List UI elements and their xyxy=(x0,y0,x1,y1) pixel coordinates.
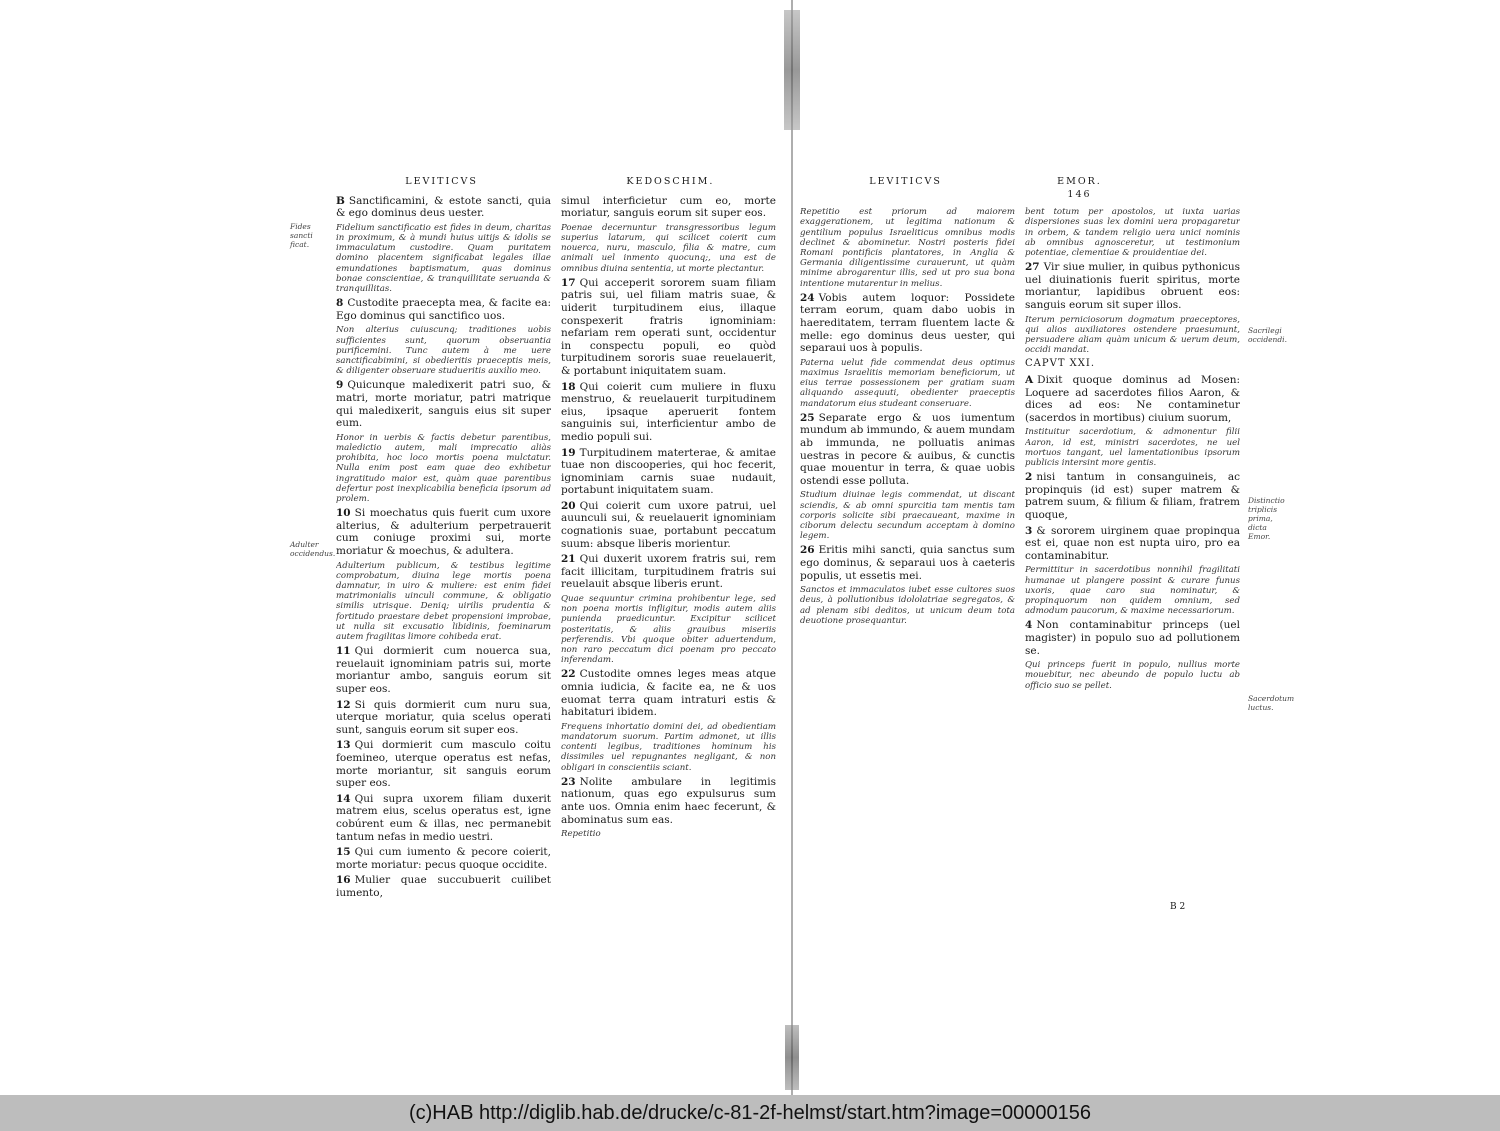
verse-text: Qui duxerit uxorem fratris sui, rem facit illicitam, turpitudinem fratris sui reuelauit absque liberis erunt. xyxy=(561,553,776,591)
verse-paragraph xyxy=(561,776,776,826)
verse-paragraph xyxy=(336,874,551,899)
verse-paragraph xyxy=(561,500,776,550)
verse-text: Quicunque maledixerit patri suo, & matri, morte moriatur, patri matrique qui maledixerit, sanguis eius sit super eum. xyxy=(336,379,551,430)
commentary-paragraph: Iterum perniciosorum dogmatum praeceptores, qui alios auxiliatores ostendere praesumunt, persuadere aliam quàm unicum & uerum deum, occidi mandat. xyxy=(1025,314,1240,356)
verse-text: nisi tantum in consanguineis, ac propinquis (id est) super matrem & patrem suum, & filium & filiam, fratrem quoque, xyxy=(1025,471,1240,521)
footer-url: (c)HAB http://diglib.hab.de/drucke/c-81-2f-helmst/start.htm?image=00000156 xyxy=(408,1101,1092,1124)
verse-text: Qui acceperit sororem suam filiam patris sui, uel filiam matris suae, & uiderit turpitudinem eius, illaque conspexerit fratris ignominiam: nefariam rem operati sunt, occidentur in conspectu populi, eo quòd turpitudinem sororis suae reuelauerit, & portabunt iniquitatem suam. xyxy=(561,276,776,377)
verse-text: Nolite ambulare in legitimis nationum, quas ego expulsurus sum ante uos. Omnia enim haec fecerunt, & abominatus sum eas. xyxy=(561,775,776,826)
verse-text: Dixit quoque dominus ad Mosen: Loquere ad sacerdotes filios Aaron, & dices ad eos: Ne contaminetur (sacerdos in mortibus) ciuium suorum, xyxy=(1025,373,1240,424)
commentary-paragraph: Paterna uelut fide commendat deus optimus maximus Israelitis memoriam beneficiorum, ut eius terrae possessionem per gratiam suam aliquando assequuti, obedienter praeceptis mandatorum eius studeant conseruare. xyxy=(800,357,1015,409)
commentary-paragraph: Honor in uerbis & factis debetur parentibus, maledictio autem, mali imprecatio aliàs prohibita, hoc loco mortis poena mulctatur. Nulla enim post eam quae deo exhibetur ingratitudo maior est, quàm quae parentibus defertur post inexplicabilia beneficia ipsorum ad prolem. xyxy=(336,432,551,504)
verse-number: 25 xyxy=(800,411,815,424)
verse-text: Non contaminabitur princeps (uel magister) in populo suo ad pollutionem se. xyxy=(1025,619,1240,657)
margin-note: Fides sancti ficat. xyxy=(290,222,313,249)
verse-paragraph xyxy=(1025,471,1240,521)
commentary-paragraph: Repetitio xyxy=(561,829,601,840)
verse-text: Separate ergo & uos iumentum mundum ab immundo, & auem mundam ab immunda, ne polluatis animas uestras in pecore & auibus, & cunctis quae mouentur in terra, & quae uobis ostendi esse polluta. xyxy=(800,411,1015,487)
verse-paragraph xyxy=(336,297,551,322)
commentary-paragraph: Frequens inhortatio domini dei, ad obedientiam mandatorum suorum. Partim admonet, ut illis contenti legibus, traditiones hominum his dissimiles uel repugnantes negligant, & non obligari in conscientiis sciant. xyxy=(561,721,776,773)
verse-paragraph xyxy=(800,544,1015,582)
verse-number: 21 xyxy=(561,553,576,566)
verse-text: Qui dormierit cum nouerca sua, reuelauit ignominiam patris sui, morte moriantur ambo, sanguis eorum sit super eos. xyxy=(336,645,551,695)
verse-number: 14 xyxy=(336,792,351,805)
verse-number: B xyxy=(336,194,345,207)
verse-text: Vobis autem loquor: Possidete terram eorum, quam dabo uobis in haereditatem, terram fluentem lacte & melle: ego dominus deus uester, qui separaui uos à populis. xyxy=(800,291,1015,355)
verse-text: Si quis dormierit cum nuru sua, uterque moriatur, quia scelus operati sunt, sanguis eorum sit super eos. xyxy=(336,698,551,736)
verse-paragraph xyxy=(336,507,551,557)
left-page-column-1 xyxy=(336,195,551,950)
commentary-paragraph: Quae sequuntur crimina prohibentur lege, sed non poena mortis infligitur, modis autem aliis punienda praedicuntur. Excipitur scilicet posteritatis, & aliis grauibus miseriis perferendis. Vbi quoque obiter aduertendum, non raro peccatum dici poenam pro peccato inferendam. xyxy=(561,594,776,666)
verse-text: Vir siue mulier, in quibus pythonicus uel diuinationis fuerit spiritus, morte moriantur, lapidibus obruent eos: sanguis eorum sit super illos. xyxy=(1025,261,1240,311)
verse-text: Mulier quae succubuerit cuilibet iumento, xyxy=(336,874,551,899)
verse-paragraph xyxy=(561,447,776,497)
margin-note: Adulter occidendus. xyxy=(290,540,336,558)
right-running-head xyxy=(800,176,1240,201)
commentary-paragraph: Qui princeps fuerit in populo, nullius morte mouebitur, nec abeundo de populo luctu ab officio suo se pellet. xyxy=(1025,660,1240,691)
verse-text: Custodite omnes leges meas atque omnia iudicia, & facite ea, ne & uos euomat terra quam intraturi estis & habitaturi ibidem. xyxy=(561,668,776,719)
verse-paragraph xyxy=(336,645,551,695)
right-page xyxy=(800,176,1240,931)
verse-text: Si moechatus quis fuerit cum uxore alterius, & adulterium perpetrauerit cum coniuge proximi sui, morte moriatur & moechus, & adultera. xyxy=(336,507,551,557)
left-page xyxy=(336,176,776,931)
verse-paragraph xyxy=(800,412,1015,488)
verse-number: 24 xyxy=(800,291,815,304)
verse-number: 2 xyxy=(1025,471,1033,484)
verse-text: & sororem uirginem quae propinqua est ei, quae non est nupta uiro, pro ea contaminabitur. xyxy=(1025,524,1240,562)
commentary-paragraph: Instituitur sacerdotium, & admonentur filii Aaron, id est, ministri sacerdotes, ne uel mortuos tangant, uel lamentationibus ipsorum publicis intersint more gentis. xyxy=(1025,427,1240,468)
verse-number: 4 xyxy=(1025,619,1033,632)
verse-paragraph xyxy=(800,292,1015,355)
left-page-column-2 xyxy=(561,195,776,950)
verse-paragraph xyxy=(336,195,551,220)
verse-paragraph xyxy=(561,277,776,378)
verse-text: Custodite praecepta mea, & facite ea: Ego dominus qui sanctifico uos. xyxy=(336,297,551,322)
verse-number: 8 xyxy=(336,297,344,310)
margin-note: Distinctio triplicis prima, dicta Emor. xyxy=(1248,496,1285,541)
verse-paragraph xyxy=(336,846,551,871)
left-running-head xyxy=(336,176,776,189)
verse-paragraph xyxy=(1025,261,1240,311)
verse-paragraph xyxy=(1025,619,1240,657)
verse-text: Qui cum iumento & pecore coierit, morte moriatur: pecus quoque occidite. xyxy=(336,846,551,871)
commentary-paragraph: Permittitur in sacerdotibus nonnihil fragilitati humanae ut plangere possint & curare funus uxoris, quae caro sua nominatur, & propinquorum non quidem omnium, sed admodum paucorum, & maxime necessariorum. xyxy=(1025,565,1240,617)
right-header-parasha-text: EMOR. xyxy=(1057,176,1102,187)
verse-number: A xyxy=(1025,373,1034,386)
commentary-paragraph: Repetitio est priorum ad maiorem exaggerationem, ut legitima nationum & gentilium populus Israeliticus omnibus modis declinet & abominetur. Nostri posteris fidei Romani pontificis plantatores, in Anglia & Germania diligentissime curauerunt, ut quàm minime abrogarentur illis, sed ut pro sua bona intentione mutarentur in melius. xyxy=(800,207,1015,289)
verse-text: simul interficietur cum eo, morte moriatur, sanguis eorum sit super eos. xyxy=(561,194,776,220)
verse-paragraph xyxy=(1025,525,1240,563)
right-page-column-2 xyxy=(1025,207,1240,962)
verse-number: 13 xyxy=(336,739,351,752)
verse-paragraph xyxy=(561,195,776,220)
verse-text: Qui coierit cum uxore patrui, uel auunculi sui, & reuelauerit ignominiam cognationis suae, portabunt peccatum suum: absque liberis morientur. xyxy=(561,499,776,550)
verse-number: 20 xyxy=(561,499,576,512)
verse-paragraph xyxy=(561,381,776,444)
verse-number: 18 xyxy=(561,380,576,393)
footer-bar xyxy=(0,1095,1500,1131)
commentary-paragraph: Studium diuinae legis commendat, ut discant sciendis, & ab omni spurcitia tam mentis tam corporis solicite sibi praecaueant, maxime in ciborum delectu secundum acceptam à domino legem. xyxy=(800,490,1015,542)
verse-paragraph xyxy=(561,668,776,718)
verse-text: Eritis mihi sancti, quia sanctus sum ego dominus, & separaui uos à caeteris populis, ut essetis mei. xyxy=(800,544,1015,582)
commentary-paragraph: Sanctos et immaculatos iubet esse cultores suos deus, à pollutionibus idololatriae segregatos, & ad plenam sibi deditos, ut unicum deum tota deuotione prosequantur. xyxy=(800,585,1015,626)
verse-number: 9 xyxy=(336,379,344,392)
verse-paragraph xyxy=(336,379,551,429)
verse-number: 23 xyxy=(561,775,576,788)
verse-paragraph xyxy=(1025,374,1240,424)
verse-number: 17 xyxy=(561,276,576,289)
margin-note: Sacrilegi occidendi. xyxy=(1248,326,1287,344)
margin-note: Sacerdotum luctus. xyxy=(1248,694,1295,712)
verse-number: 3 xyxy=(1025,524,1033,537)
signature-mark: B 2 xyxy=(1170,902,1186,912)
commentary-paragraph: Adulterium publicum, & testibus legitime comprobatum, diuina lege mortis poena damnatur, in uiro & muliere: est enim fidei matrimonialis uinculi commune, & obligatio similis utrisque. Deniq; uirilis prudentia & fortitudo praestare debet propensioni improbae, ut nulla sit excusatio libidinis, foeminarum autem fragilitas limore cohibeda erat. xyxy=(336,560,551,642)
verse-paragraph xyxy=(336,739,551,789)
folio-number: 146 xyxy=(1067,188,1092,200)
verse-number: 12 xyxy=(336,698,351,711)
commentary-paragraph: Non alterius cuiuscunq; traditiones uobis sufficientes sunt, quorum obseruantia purificemini. Tunc autem à me uere sanctificabimini, si obedieritis praeceptis meis, & diligenter obseruare studueritis auxilio meo. xyxy=(336,325,551,377)
right-page-column-1 xyxy=(800,207,1015,962)
verse-number: 10 xyxy=(336,507,351,520)
commentary-paragraph: Poenae decernuntur transgressoribus legum superius latarum, qui scilicet coierit cum nouerca, nuru, masculo, filia & matre, cum animali uel inmento quocunq;, una est de omnibus diuina sententia, ut morte plectantur. xyxy=(561,222,776,274)
verse-paragraph xyxy=(336,699,551,737)
verse-text: Turpitudinem materterae, & amitae tuae non discooperies, qui hoc fecerit, ignominiam carnis suae nudauit, portabunt iniquitatem suam. xyxy=(561,446,776,497)
verse-text: Sanctificamini, & estote sancti, quia & ego dominus deus uester. xyxy=(336,194,551,220)
verse-text: Qui supra uxorem filiam duxerit matrem eius, scelus operatus est, igne cobúrent eum & illas, nec permanebit tantum nefas in medio uestri. xyxy=(336,792,551,843)
verse-paragraph xyxy=(561,553,776,591)
chapter-heading: CAPVT XXI. xyxy=(1025,358,1096,370)
verse-paragraph xyxy=(336,793,551,843)
verse-text: Qui dormierit cum masculo coitu foemineo, uterque operatus est nefas, morte moriantur, sit sanguis eorum super eos. xyxy=(336,739,551,790)
left-header-title: LEVITICVS xyxy=(405,176,478,187)
verse-number: 16 xyxy=(336,874,351,887)
verse-number: 26 xyxy=(800,544,815,557)
commentary-paragraph: Fidelium sanctificatio est fides in deum, charitas in proximum, & à mundi huius uitijs & idolis se immaculatum custodire. Quam puritatem domino placentem significabat legales illae emundationes baptismatum, quas dominus bonae conscientiae, & tranquillitate seruanda & tranquillitas. xyxy=(336,222,551,294)
right-header-parasha xyxy=(1029,176,1240,201)
commentary-paragraph: bent totum per apostolos, ut iuxta uarias dispersiones suas lex domini uera propagaretur in orbem, & tandem religio uera unici nominis ab omnibus agnosceretur, ut testimonium potentiae, clementiae & prouidentiae dei. xyxy=(1025,207,1240,258)
verse-number: 19 xyxy=(561,446,576,459)
verse-number: 27 xyxy=(1025,261,1040,274)
verse-number: 15 xyxy=(336,846,351,859)
right-header-title: LEVITICVS xyxy=(869,176,942,187)
verse-number: 22 xyxy=(561,668,576,681)
verse-text: Qui coierit cum muliere in fluxu menstruo, & reuelauerit turpitudinem eius, ipsaque aperuerit fontem sanguinis sui, interficientur ambo de medio populi sui. xyxy=(561,380,776,443)
left-header-parasha: KEDOSCHIM. xyxy=(626,176,715,187)
verse-number: 11 xyxy=(336,645,351,658)
